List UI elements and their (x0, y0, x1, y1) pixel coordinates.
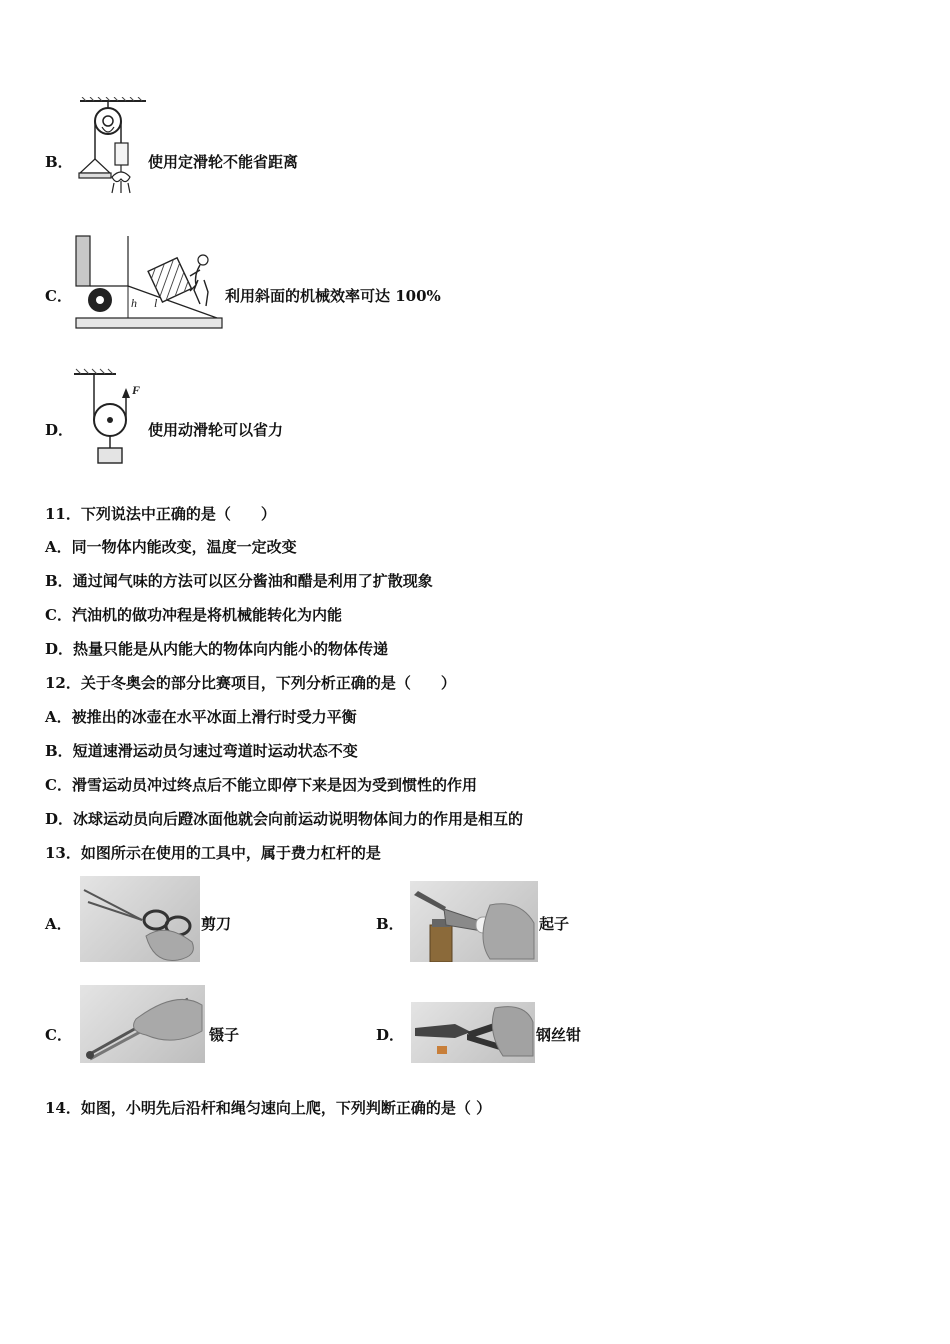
q11-option-d (45, 639, 388, 659)
q10-option-c-text: 利用斜面的机械效率可达 100% (225, 287, 441, 305)
option-label: D． (45, 810, 74, 828)
q11-option-b (45, 571, 433, 591)
q12-stem: 12．关于冬奥会的部分比赛项目，下列分析正确的是（ ） (45, 674, 456, 692)
length-l-label: l (154, 296, 158, 310)
pliers-photo (411, 1002, 535, 1063)
q12-option-c (45, 775, 477, 795)
q14-stem: 14．如图，小明先后沿杆和绳匀速向上爬，下列判断正确的是（ ） (45, 1099, 492, 1117)
q10-option-c-label: C． (45, 287, 72, 305)
q10-option-b-text: 使用定滑轮不能省距离 (148, 153, 299, 171)
q10-option-d-text: 使用动滑轮可以省力 (148, 421, 284, 439)
q13-option-c-text: 镊子 (209, 1026, 240, 1044)
q13-option-c-label: C． (45, 1026, 72, 1044)
option-text: 热量只能是从内能大的物体向内能小的物体传递 (73, 640, 389, 658)
fixed-pulley-diagram (72, 97, 148, 201)
inclined-plane-diagram (72, 234, 224, 332)
scissors-photo (80, 876, 200, 962)
q13-option-d-label: D． (376, 1026, 405, 1044)
q13-stem: 13．如图所示在使用的工具中，属于费力杠杆的是 (45, 844, 381, 862)
q13-option-a-label: A． (45, 915, 72, 933)
option-label: A． (45, 708, 72, 726)
q13-option-b-label: B． (376, 915, 404, 933)
option-text: 同一物体内能改变，温度一定改变 (71, 538, 297, 556)
height-h-label: h (131, 296, 137, 310)
movable-pulley-diagram (72, 368, 148, 466)
q13-option-a-text: 剪刀 (201, 915, 232, 933)
option-label: D． (45, 640, 74, 658)
option-label: C． (45, 776, 72, 794)
option-text: 滑雪运动员冲过终点后不能立即停下来是因为受到惯性的作用 (71, 776, 477, 794)
q13-option-b-text: 起子 (539, 915, 570, 933)
option-label: C． (45, 606, 72, 624)
option-label: A． (45, 538, 72, 556)
q12-option-d (45, 809, 523, 829)
bottle-opener-photo (410, 881, 538, 962)
q13-option-d-text: 钢丝钳 (536, 1026, 582, 1044)
tweezers-photo (80, 985, 205, 1063)
q10-option-b-label: B． (45, 153, 73, 171)
option-text: 通过闻气味的方法可以区分酱油和醋是利用了扩散现象 (72, 572, 433, 590)
q11-option-a (45, 537, 297, 557)
force-f-label: F (132, 383, 141, 397)
option-text: 冰球运动员向后蹬冰面他就会向前运动说明物体间力的作用是相互的 (73, 810, 524, 828)
option-label: B． (45, 572, 73, 590)
option-label: B． (45, 742, 73, 760)
option-text: 短道速滑运动员匀速过弯道时运动状态不变 (72, 742, 358, 760)
q10-option-d-label: D． (45, 421, 74, 439)
q12-option-b (45, 741, 358, 761)
q11-stem: 11．下列说法中正确的是（ ） (45, 505, 276, 523)
option-text: 被推出的冰壶在水平冰面上滑行时受力平衡 (71, 708, 357, 726)
q11-option-c (45, 605, 342, 625)
option-text: 汽油机的做功冲程是将机械能转化为内能 (71, 606, 342, 624)
q12-option-a (45, 707, 357, 727)
